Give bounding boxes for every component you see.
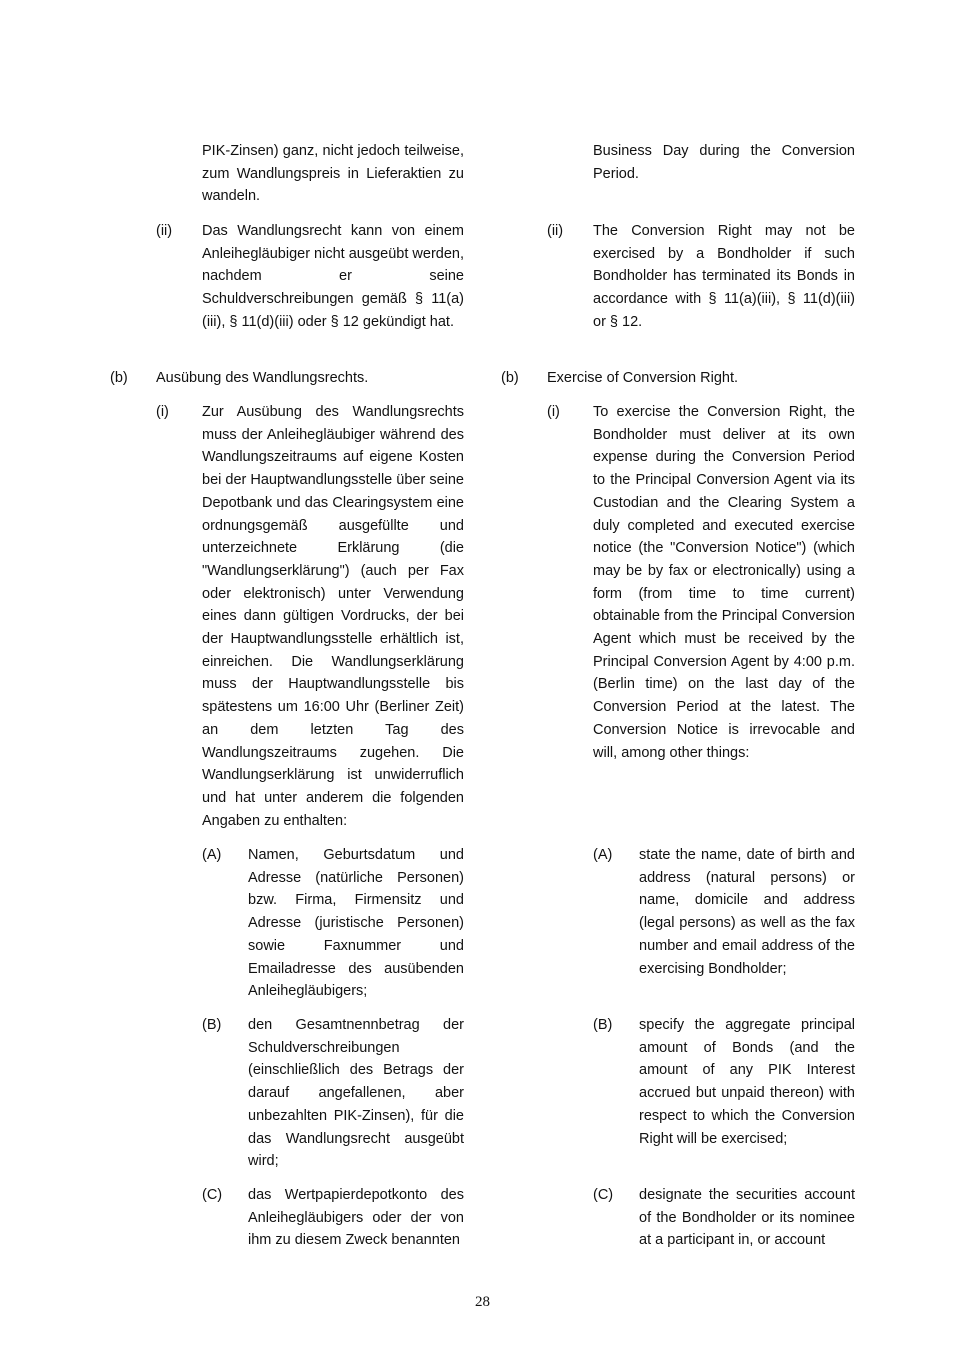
english-a-ii-text: The Conversion Right may not be exercised by a Bondholder if such Bondholder has terminated its Bonds in accordance with § 11(a)(iii), § 11(d)(iii) or § 12. <box>593 223 855 330</box>
german-B-text: den Gesamtnennbetrag der Schuldverschreibungen (einschließlich des Betrags der darauf angefallenen, aber unbezahlten PIK-Zinsen), für die das Wandlungsrecht ausgeübt wird; <box>248 1017 464 1170</box>
german-b-heading: Ausübung des Wandlungsrechts. <box>156 370 369 386</box>
german-b-i-text: Zur Ausübung des Wandlungsrechts muss der Anleihegläubiger während des Wandlungszeitraums auf eigene Kosten bei der Hauptwandlungsstelle über seine Depotbank und das Clearingsystem eine ordnungsgemäß ausgefüllte und unterzeichnete Erklärung (die "Wandlungserklärung") (auch per Fax oder elektronisch) unter Verwendung eines dann gültigen Vordrucks, der bei der Hauptwandlungsstelle erhältlich ist, einreichen. Die Wandlungserklärung muss der Hauptwandlungsstelle bis spätestens um 16:00 Uhr (Berliner Zeit) an dem letzten Tag des Wandlungszeitraums zugehen. Die Wandlungserklärung ist unwiderruflich und hat unter anderem die folgenden Angaben zu enthalten: <box>202 404 464 829</box>
german-b-label: (b) <box>110 370 128 386</box>
german-b-i-label: (i) <box>156 404 169 420</box>
english-b-heading: Exercise of Conversion Right. <box>547 370 738 386</box>
english-b-label: (b) <box>501 370 519 386</box>
german-C-label: (C) <box>202 1187 223 1203</box>
english-A-text: state the name, date of birth and address (natural persons) or name, domicile and address (legal persons) as well as the fax number and email address of the exercising Bondholder; <box>639 847 855 977</box>
german-A-label: (A) <box>202 847 222 863</box>
english-B-text: specify the aggregate principal amount of Bonds (and the amount of any PIK Interest accrued but unpaid thereon) with respect to which the Conversion Right will be exercised; <box>639 1017 855 1147</box>
english-C-label: (C) <box>593 1187 614 1203</box>
english-C-text: designate the securities account of the Bondholder or its nominee at a participant in, or account <box>639 1187 855 1249</box>
english-a-ii-label: (ii) <box>547 223 564 239</box>
english-A-label: (A) <box>593 847 613 863</box>
german-a-ii-label: (ii) <box>156 223 173 239</box>
german-C-text: das Wertpapierdepotkonto des Anleihegläubigers oder der von ihm zu diesem Zweck benannten <box>248 1187 464 1249</box>
english-B-label: (B) <box>593 1017 613 1033</box>
german-a-ii-text: Das Wandlungsrecht kann von einem Anleihegläubiger nicht ausgeübt werden, nachdem er seine Schuldverschreibungen gemäß § 11(a)(iii), § 11(d)(iii) oder § 12 gekündigt hat. <box>202 223 464 330</box>
page-number: 28 <box>475 1294 490 1310</box>
english-intro-continuation: Business Day during the Conversion Period. <box>593 143 855 182</box>
english-b-i-text: To exercise the Conversion Right, the Bondholder must deliver at its own expense during the Conversion Period to the Principal Conversion Agent via its Custodian and the Clearing System a duly completed and executed exercise notice (the "Conversion Notice") (which may be by fax or electronically) using a form (from time to time current) obtainable from the Principal Conversion Agent which must be received by the Principal Conversion Agent by 4:00 p.m. (Berlin time) on the last day of the Conversion Period at the latest. The Conversion Notice is irrevocable and will, among other things: <box>593 404 855 761</box>
german-intro-continuation: PIK-Zinsen) ganz, nicht jedoch teilweise, zum Wandlungspreis in Lieferaktien zu wandeln. <box>202 143 464 205</box>
german-A-text: Namen, Geburtsdatum und Adresse (natürliche Personen) bzw. Firma, Firmensitz und Adresse (juristische Personen) sowie Faxnummer und Emailadresse des ausübenden Anleihegläubigers; <box>248 847 464 1000</box>
german-B-label: (B) <box>202 1017 222 1033</box>
english-b-i-label: (i) <box>547 404 560 420</box>
